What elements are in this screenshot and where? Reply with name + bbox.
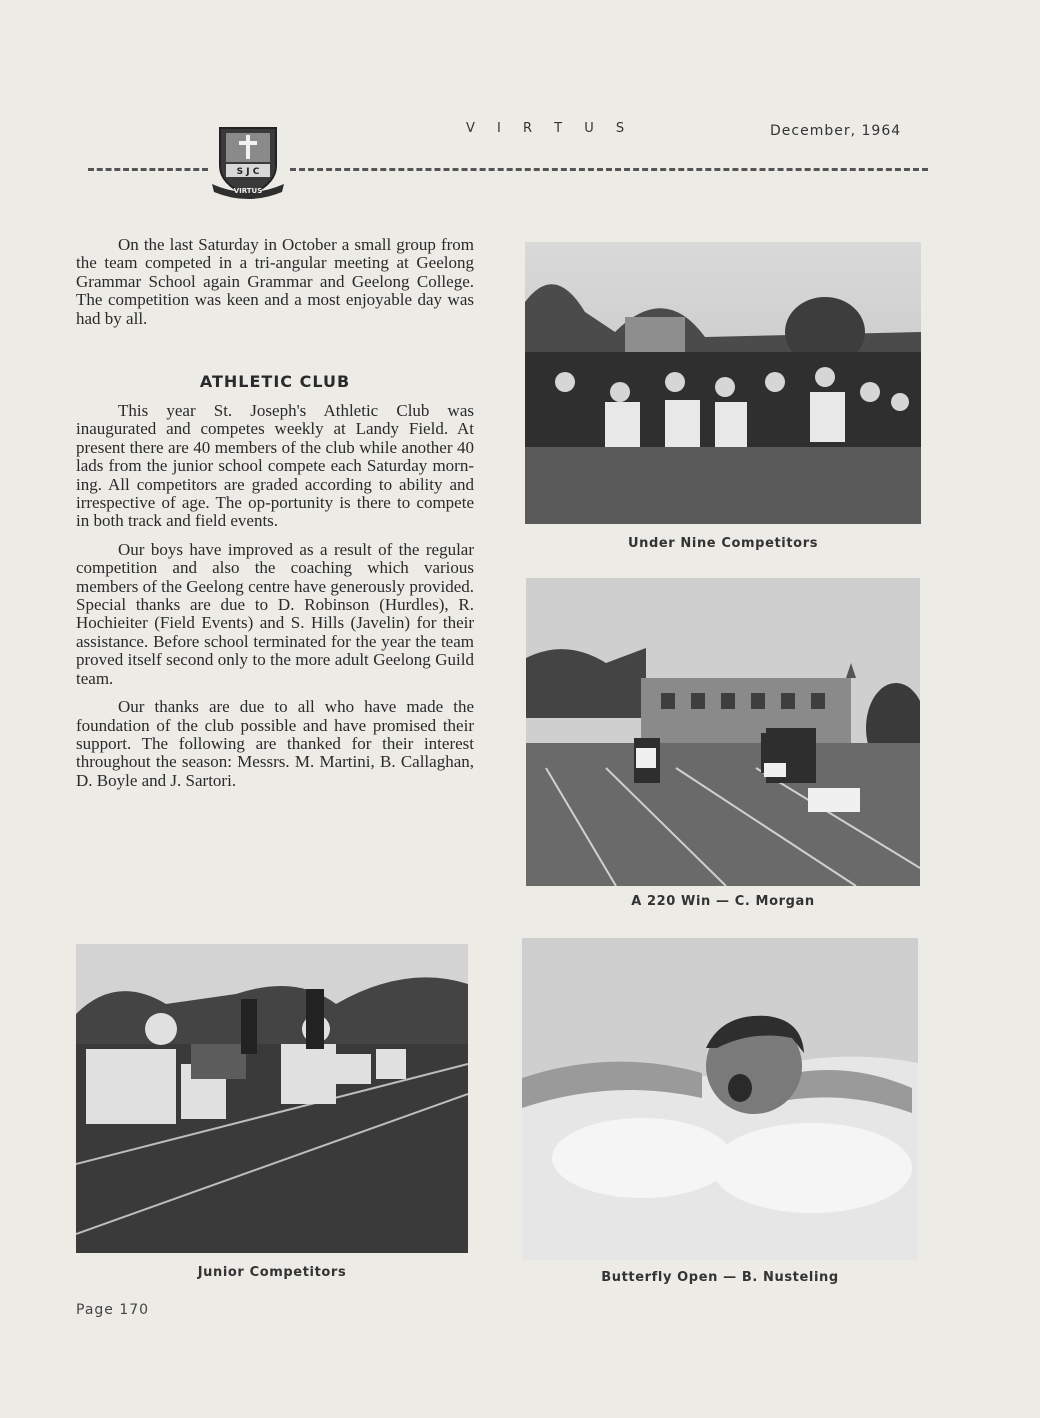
- masthead-title: V I R T U S: [466, 121, 634, 136]
- photo-junior-competitors: [76, 944, 468, 1253]
- photo-caption: Junior Competitors: [197, 1265, 347, 1280]
- photo-butterfly-open: [522, 938, 918, 1260]
- photo-caption: Under Nine Competitors: [627, 536, 819, 551]
- photo-under-nine-competitors: [525, 242, 921, 524]
- crest-motto: VIRTUS: [233, 187, 263, 195]
- photo-caption: Butterfly Open — B. Nusteling: [601, 1270, 839, 1285]
- school-crest-icon: [208, 122, 288, 202]
- section-heading: ATHLETIC CLUB: [199, 372, 351, 391]
- intro-paragraph: On the last Saturday in October a small group from the team competed in a tri-angular meeting at Geelong Grammar School again Grammar and Geelong College. The competition was keen and a most enjoyable day was had by all.: [76, 235, 474, 328]
- article-column: [76, 402, 474, 790]
- article-paragraph: Our thanks are due to all who have made the foundation of the club possible and have promised their support. The following are thanked for their interest throughout the season: Messrs. M. Martini, B. Callaghan, D. Boyle and J. Sartori.: [76, 697, 474, 790]
- header-rule-right: [290, 168, 928, 171]
- header-rule-left: [88, 168, 208, 171]
- article-paragraph: This year St. Joseph's Athletic Club was inaugurated and competes weekly at Landy Field. At present there are 40 members of the club while another 40 lads from the junior school compete each Saturday morn-ing. All competitors are graded according to ability and irrespective of age. The op-portunity is there to compete in both track and field events.: [76, 401, 474, 531]
- intro-column: [76, 236, 474, 328]
- crest-letters: S J C: [236, 167, 260, 177]
- photo-caption: A 220 Win — C. Morgan: [631, 894, 815, 909]
- page-number: Page 170: [76, 1302, 150, 1318]
- article-paragraph: Our boys have improved as a result of the regular competition and also the coaching which various members of the Geelong centre have generously provided. Special thanks are due to D. Robinson (Hurdles), R. Hochieiter (Field Events) and S. Hills (Javelin) for their assistance. Before school terminated for the year the team proved itself second only to the more adult Geelong Guild team.: [76, 539, 474, 688]
- photo-220-win: [526, 578, 920, 886]
- issue-date: December, 1964: [770, 123, 902, 139]
